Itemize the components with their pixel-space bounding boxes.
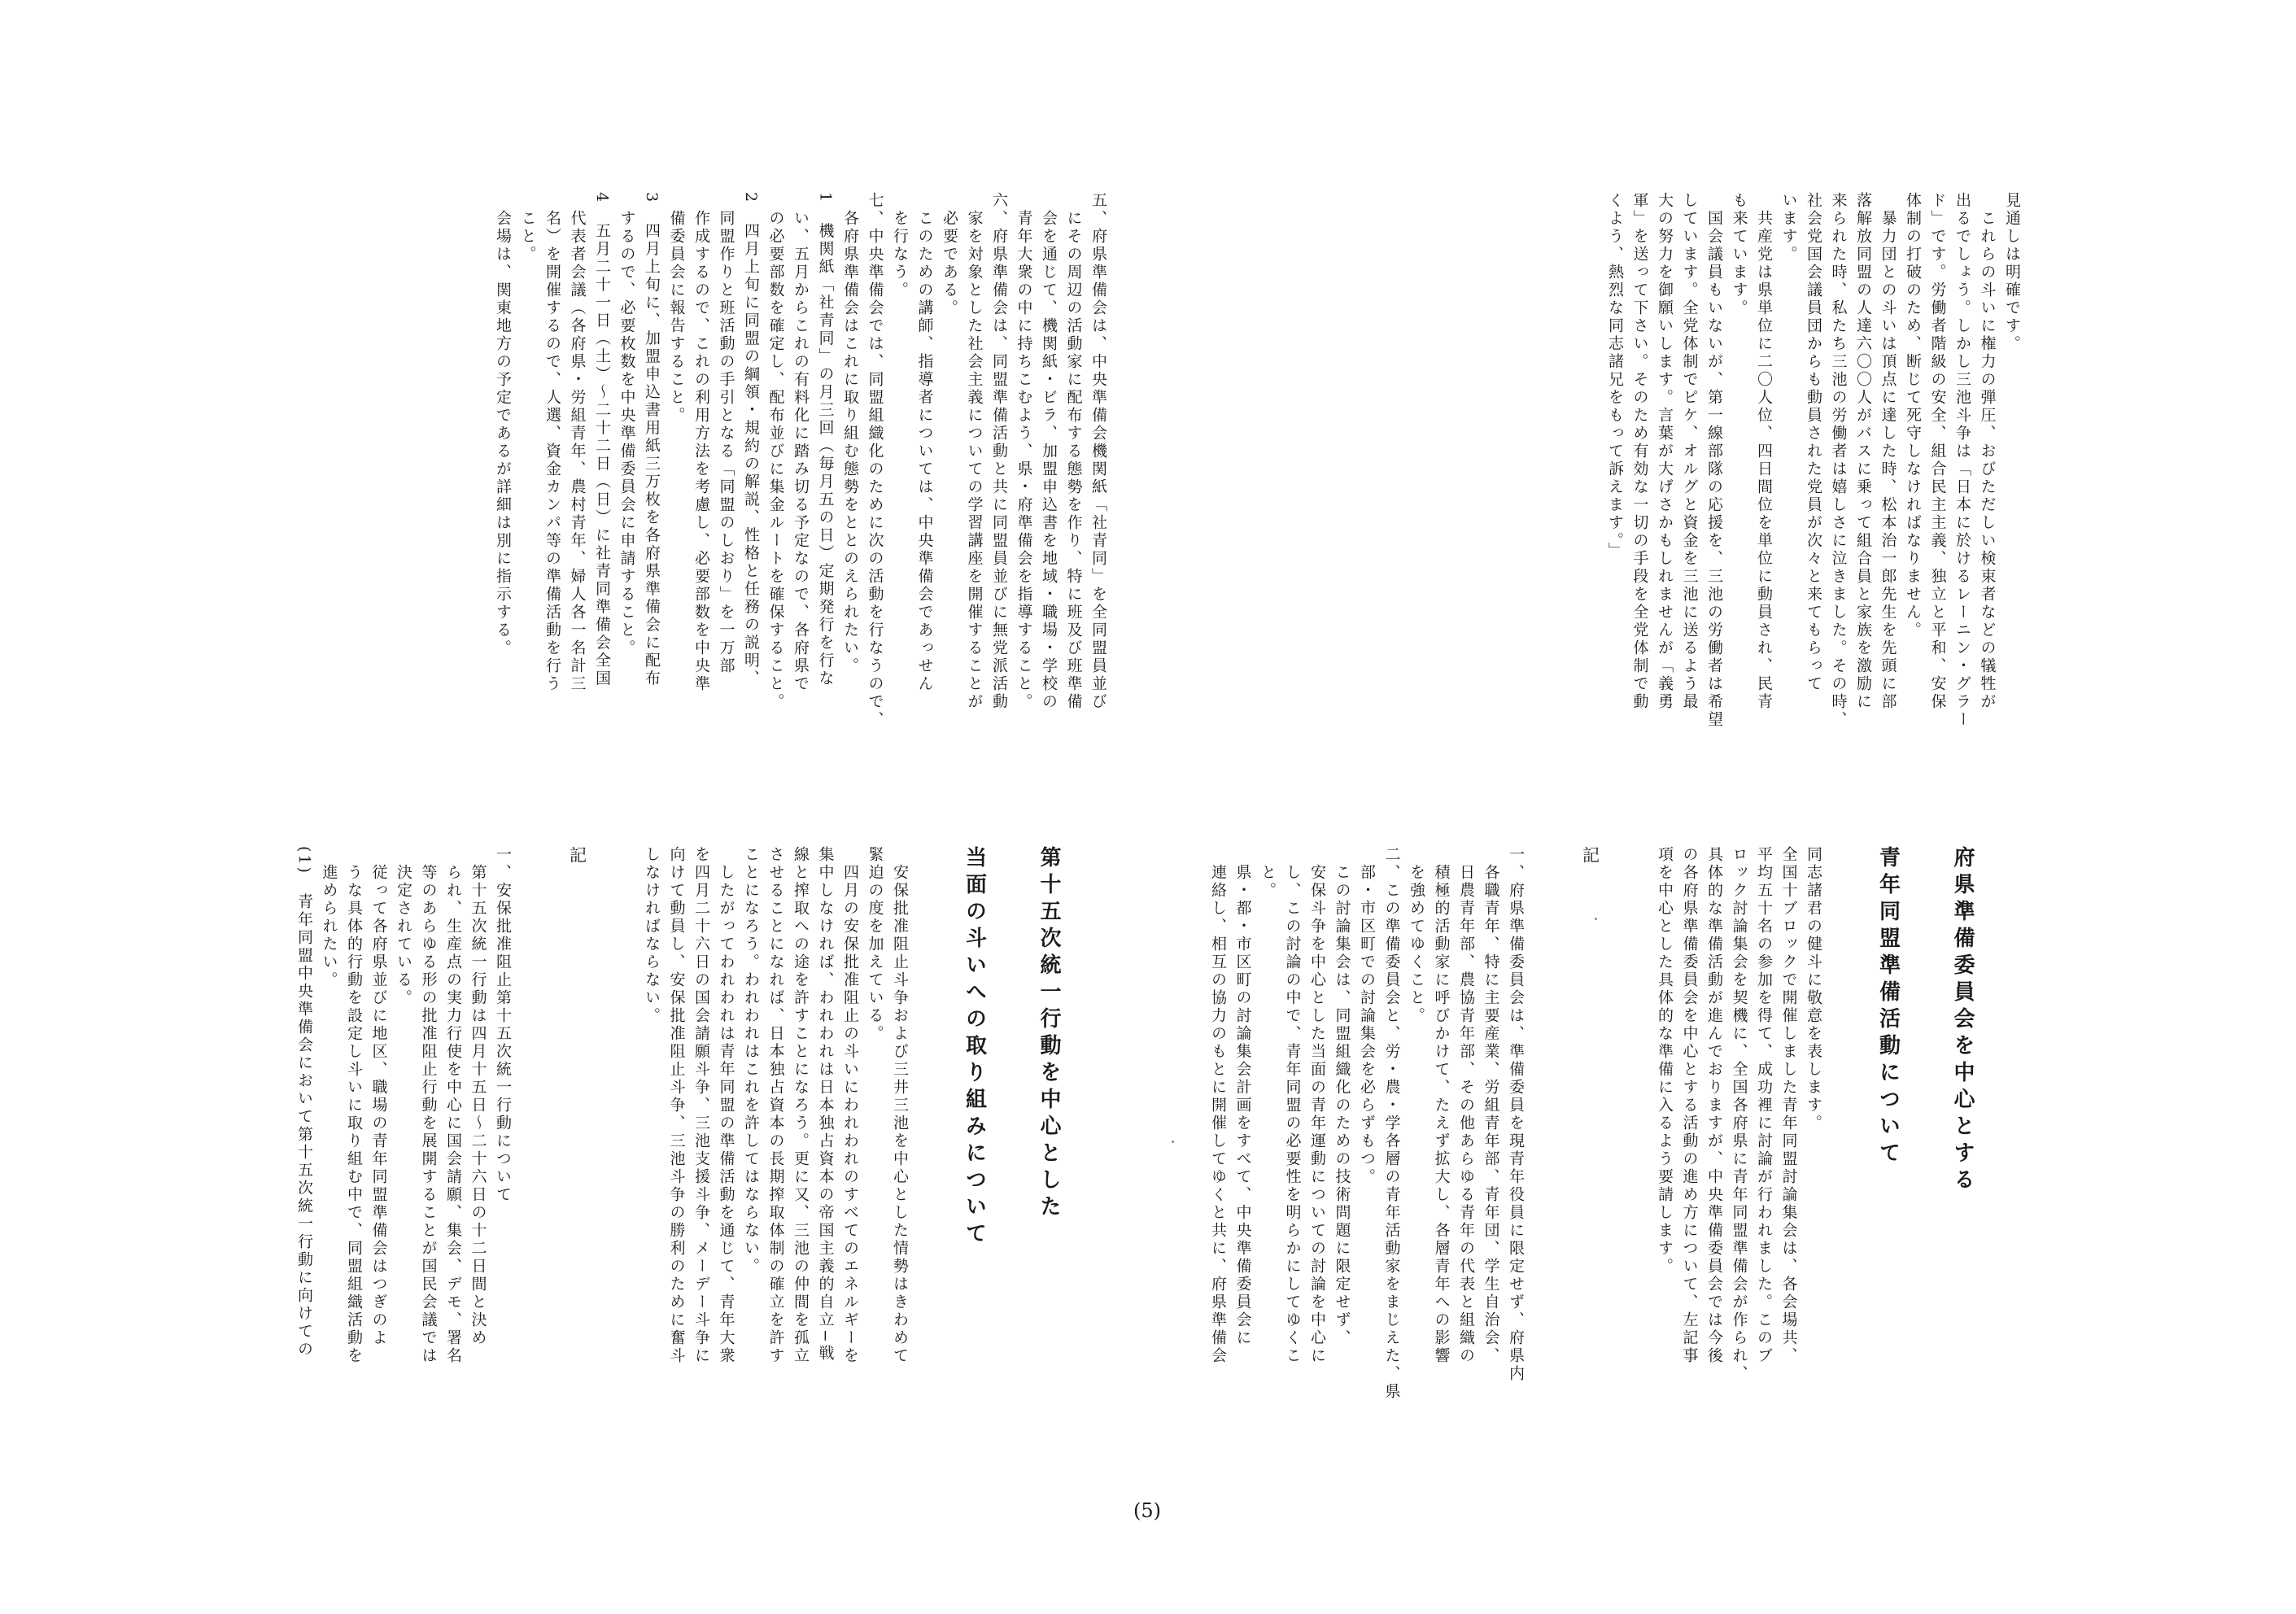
text-line: を行なう。	[891, 192, 909, 299]
text-line: 出るでしょう。しかし三池斗争は「日本に於けるレーニン・グラー	[1953, 192, 1971, 729]
text-line: 同志諸君の健斗に敬意を表します。	[1805, 846, 1822, 1132]
text-line: 代表者会議（各府県・労組青年、農村青年、婦人各一名計三	[568, 192, 587, 693]
text-line: 2 四月上旬に同盟の綱領・規約の解説、性格と任務の説明、	[742, 192, 760, 688]
text-line: 来られた時、私たち三池の労働者は嬉しさに泣きました。その時、	[1829, 192, 1848, 729]
text-line: 名）を開催するので、人選、資金カンパ等の準備活動を行う	[543, 192, 561, 693]
text-line: これらの斗いに権力の弾圧、おびただしい検束者などの犠牲が	[1978, 192, 1997, 711]
text-line: 家を対象とした社会主義についての学習講座を開催することが	[965, 192, 984, 711]
text-line: 六、府県準備会は、同盟準備活動と共に同盟員並びに無党派活動	[990, 192, 1008, 711]
text-line: ド」です。労働者階級の安全、組合民主主義、独立と平和、安保	[1928, 192, 1947, 711]
text-line: しなければならない。	[643, 846, 661, 1025]
text-line: 七、中央準備会では、同盟組織化のために次の活動を行なうので、	[866, 192, 884, 729]
text-line: し、この討論の中で、青年同盟の必要性を明らかにしてゆくこ	[1283, 846, 1302, 1365]
text-line: こと。	[518, 192, 537, 264]
section-heading-line-2: 青年同盟準備活動について	[1875, 846, 1901, 1168]
section-items	[292, 846, 516, 1456]
text-line: 1 機関紙「社青同」の月三回（毎月五の日）定期発行を行な	[816, 192, 835, 688]
text-line: 具体的な準備活動が進んでおりますが、中央準備委員会では今後	[1705, 846, 1723, 1365]
text-line: 一、府県準備委員会は、準備委員を現青年役員に限定せず、府県内	[1507, 846, 1525, 1383]
text-line: 軍」を送って下さい。そのため有効な一切の手段を全党体制で動	[1630, 192, 1649, 711]
text-line: 3 四月上旬に、加盟申込書用紙三万枚を各府県準備会に配布	[643, 192, 661, 688]
text-line: 各府県準備会はこれに取り組む態勢をととのえられたい。	[841, 192, 859, 675]
appeal-letter-text	[1203, 192, 2024, 827]
text-line: 安保批准阻止斗争および三井三池を中心とした情勢はきわめて	[891, 846, 909, 1365]
text-line: の各府県準備委員会を中心とする活動の進め方について、左記事	[1680, 846, 1699, 1365]
text-line: 進められたい。	[320, 846, 338, 989]
text-line: したがってわれわれは青年同盟の準備活動を通じて、青年大衆	[717, 846, 736, 1365]
text-line: 落解放同盟の人達六〇〇人がバスに乗って組合員と家族を激励に	[1854, 192, 1872, 711]
text-line: を強めてゆくこと。	[1408, 846, 1425, 1025]
text-line: 連絡し、相互の協力のもとに開催してゆくと共に、府県準備会	[1209, 846, 1227, 1365]
text-line: と。	[1259, 846, 1277, 900]
ki-marker: 記	[567, 846, 587, 866]
page-number: (5)	[1133, 1499, 1161, 1522]
text-line: 緊迫の度を加えている。	[866, 846, 884, 1043]
text-line: 集中しなければ、われわれは日本独占資本の帝国主義的自立−戦	[816, 846, 835, 1363]
directives-text	[167, 192, 1111, 827]
youth-league-section	[1203, 846, 2024, 1424]
text-line: 線と搾取への途を許すことになろう。更に又、三池の仲間を孤立	[792, 846, 810, 1365]
text-line: います。	[1779, 192, 1798, 264]
text-line: 大の努力を御願いします。言葉が大げさかもしれませんが「義勇	[1656, 192, 1674, 711]
text-line: この討論集会は、同盟組織化のための技術問題に限定せず、	[1333, 846, 1351, 1347]
text-line: しています。全党体制でピケ、オルグと資金を三池に送るよう最	[1680, 192, 1699, 711]
section-heading-line-2: 当面の斗いへの取り組みについて	[962, 846, 987, 1249]
text-line: 暴力団との斗いは頂点に達した時、松本治一郎先生を先頭に部	[1879, 192, 1897, 711]
text-line: 県・都・市区町の討論集会計画をすべて、中央準備委員会に	[1233, 846, 1252, 1347]
text-line: 必要である。	[941, 192, 958, 317]
text-line: 項を中心とした具体的な準備に入るよう要請します。	[1656, 846, 1674, 1276]
text-line: 作成するので、これの利用方法を考慮し、必要部数を中央準	[692, 192, 710, 693]
text-line: 4 五月二十一日（土）〜二十二日（日）に社青同準備会全国	[593, 192, 611, 688]
text-line: 従って各府県並びに地区、職場の青年同盟準備会はつぎのよ	[369, 846, 388, 1347]
text-line: (1) 青年同盟中央準備会において第十五次統一行動に向けての	[295, 846, 313, 1359]
unified-action-section	[167, 846, 1111, 1456]
section-heading-line-1: 第十五次統一行動を中心とした	[1037, 846, 1061, 1222]
text-line: 平均五十名の参加を得て、成功裡に討論が行われました。このブ	[1755, 846, 1773, 1365]
text-line: ことになろう。われわれはこれを許してはならない。	[742, 846, 760, 1276]
text-line: 二、この準備委員会と、労・農・学各層の青年活動家をまじえた、県	[1382, 846, 1401, 1401]
text-line: にその周辺の活動家に配布する態勢を作り、特に班及び班準備	[1064, 192, 1083, 711]
scan-speck	[1595, 918, 1597, 920]
scan-speck	[1172, 1141, 1174, 1143]
section-heading-line-1: 府県準備委員会を中心とする	[1950, 846, 1975, 1195]
text-line: 体制の打破のため、断じて死守しなければなりません。	[1904, 192, 1922, 639]
text-line: ロック討論集会を契機に、全国各府県に青年同盟準備会が作られ、	[1730, 846, 1748, 1383]
text-line: 決定されている。	[395, 846, 412, 1007]
text-line: 全国十ブロックで開催しました青年同盟討論集会は、各会場共、	[1779, 846, 1798, 1365]
section-intro	[639, 846, 913, 1456]
text-line: 共産党は県単位に二〇人位、四日間位を単位に動員され、民青	[1755, 192, 1773, 711]
text-line: 日農青年部、農協青年部、その他あらゆる青年の代表と組織の	[1457, 846, 1475, 1365]
text-line: い、五月からこれの有料化に踏み切る予定なので、各府県で	[792, 192, 810, 693]
text-line: の必要部数を確定し、配布並びに集金ルートを確保すること。	[766, 192, 785, 711]
section-items	[1203, 846, 1528, 1424]
text-line: 会を通じて、機関紙・ビラ、加盟申込書を地域・職場・学校の	[1040, 192, 1058, 711]
text-line: 積極的活動家に呼びかけて、たえず拡大し、各層青年への影響	[1432, 846, 1451, 1365]
text-line: このための講師、指導者については、中央準備会であっせん	[915, 192, 934, 693]
text-line: を四月二十六日の国会請願斗争、三池支援斗争、メーデー斗争に	[692, 846, 710, 1365]
text-line: 第十五次統一行動は四月十五日〜二十六日の十二日間と決め	[469, 846, 487, 1347]
text-line: させることになれば、日本独占資本の長期搾取体制の確立を許す	[766, 846, 785, 1365]
text-line: 一、安保批准阻止第十五次統一行動について	[494, 846, 512, 1204]
text-line: 等のあらゆる形の批准阻止行動を展開することが国民会議では	[419, 846, 438, 1365]
text-line: も来ています。	[1730, 192, 1748, 317]
section-intro	[1652, 846, 1827, 1424]
text-line: 国会議員もいないが、第一線部隊の応援を、三池の労働者は希望	[1705, 192, 1723, 729]
text-line: 同盟作りと班活動の手引となる「同盟のしおり」を一万部	[717, 192, 736, 675]
ki-marker: 記	[1580, 846, 1600, 866]
text-line: 会場は、関東地方の予定であるが詳細は別に指示する。	[494, 192, 512, 657]
text-line: られ、生産点の実力行使を中心に国会請願、集会、デモ、署名	[444, 846, 462, 1365]
text-line: うな具体的行動を設定し斗いに取り組む中で、同盟組織活動を	[345, 846, 363, 1365]
text-line: するので、必要枚数を中央準備委員会に申請すること。	[618, 192, 636, 657]
text-line: 五、府県準備会は、中央準備会機関紙「社青同」を全同盟員並び	[1089, 192, 1107, 711]
text-line: 向けて動員し、安保批准阻止斗争、三池斗争の勝利のために奮斗	[667, 846, 686, 1365]
text-line	[1203, 846, 1206, 1424]
text-line: 各職青年、特に主要産業、労組青年部、青年団、学生自治会、	[1482, 846, 1500, 1365]
text-line: 備委員会に報告すること。	[667, 192, 686, 425]
text-line: 安保斗争を中心とした当面の青年運動についての討論を中心に	[1308, 846, 1326, 1365]
text-line: 社会党国会議員団からも動員された党員が次々と来てもらって	[1805, 192, 1822, 693]
text-line: 部・市区町での討論集会を必らずもつ。	[1358, 846, 1376, 1186]
text-line: 見通しは明確です。	[2003, 192, 2021, 353]
text-line: 青年大衆の中に持ちこむよう、県・府準備会を指導すること。	[1015, 192, 1033, 711]
text-line: くよう、熱烈な同志諸兄をもって訴えます。」	[1606, 192, 1624, 561]
text-line: 四月の安保批准阻止の斗いにわれわれのすべてのエネルギーを	[841, 846, 859, 1365]
